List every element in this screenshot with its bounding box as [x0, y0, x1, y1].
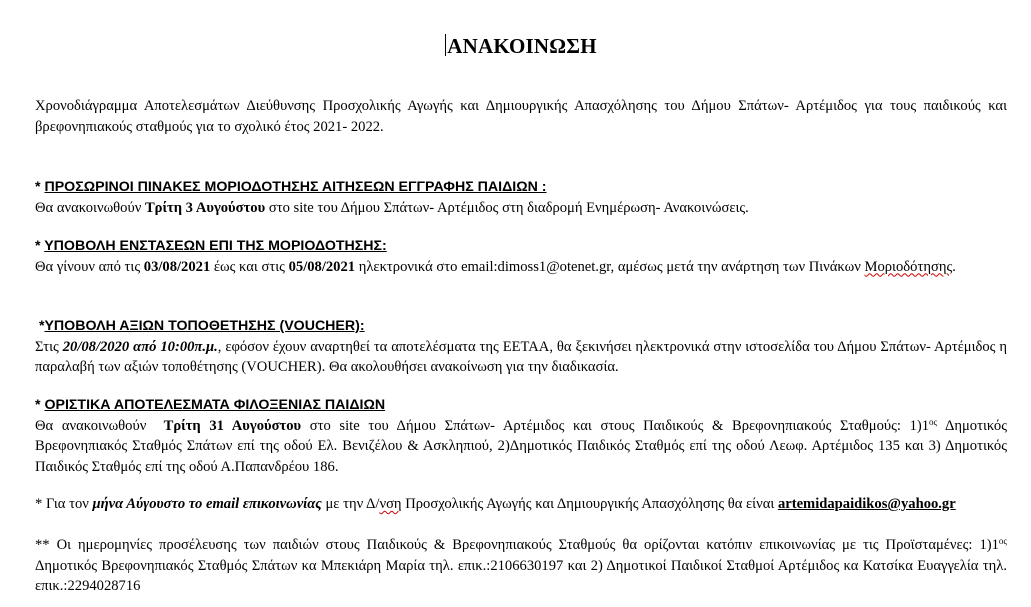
- page-title: [35, 32, 1007, 60]
- heading-text: ΥΠΟΒΟΛΗ ΕΝΣΤΑΣΕΩΝ ΕΠΙ ΤΗΣ ΜΟΡΙΟΔΟΤΗΣΗΣ:: [44, 238, 387, 254]
- section-heading: * ΠΡΟΣΩΡΙΝΟΙ ΠΙΝΑΚΕΣ ΜΟΡΙΟΔΟΤΗΣΗΣ ΑΙΤΗΣΕΩΝ ΕΓΓΡΑΦΗΣ ΠΑΙΔΙΩΝ :: [35, 179, 547, 195]
- heading-text: ΠΡΟΣΩΡΙΝΟΙ ΠΙΝΑΚΕΣ ΜΟΡΙΟΔΟΤΗΣΗΣ ΑΙΤΗΣΕΩΝ ΕΓΓΡΑΦΗΣ ΠΑΙΔΙΩΝ :: [44, 179, 547, 195]
- section-august-email: * Για τον μήνα Αύγουστο το email επικοινωνίας με την Δ/νση Προσχολικής Αγωγής και Δημιουργικής Απασχόλησης θα είναι artemidapaidikos@yahoo.gr: [35, 496, 956, 512]
- section-heading: * ΟΡΙΣΤΙΚΑ ΑΠΟΤΕΛΕΣΜΑΤΑ ΦΙΛΟΞΕΝΙΑΣ ΠΑΙΔΙΩΝ: [35, 397, 386, 413]
- section-provisional-tables: [35, 177, 1007, 218]
- intro-paragraph: [35, 96, 1007, 137]
- spellcheck-word: νση: [379, 496, 402, 512]
- section-voucher: [35, 316, 1007, 378]
- heading-text: ΟΡΙΣΤΙΚΑ ΑΠΟΤΕΛΕΣΜΑΤΑ ΦΙΛΟΞΕΝΙΑΣ ΠΑΙΔΙΩΝ: [44, 397, 386, 413]
- title-text: ΑΝΑΚΟΙΝΩΣΗ: [447, 34, 597, 58]
- intro-text: Χρονοδιάγραμμα Αποτελεσμάτων Διεύθυνσης Προσχολικής Αγωγής και Δημιουργικής Απασχόλησης του Δήμου Σπάτων- Αρτέμιδος για τους παιδικούς και βρεφονηπιακούς σταθμούς για το σχολικό έτος 2021- 2022.: [35, 98, 1007, 135]
- section-body: Θα ανακοινωθούν Τρίτη 3 Αυγούστου στο site του Δήμου Σπάτων- Αρτέμιδος στη διαδρομή Ενημέρωση- Ανακοινώσεις.: [35, 199, 749, 216]
- contact-email-link[interactable]: artemidapaidikos@yahoo.gr: [777, 496, 956, 512]
- section-body: Στις 20/08/2020 από 10:00π.μ., εφόσον έχουν αναρτηθεί τα αποτελέσματα της ΕΕΤΑΑ, θα ξεκινήσει ηλεκτρονικά στην ιστοσελίδα του Δήμου Σπάτων- Αρτέμιδος η παραλαβή των αξιών τοποθέτησης (VOUCHER). Θα ακολουθήσει ανακοίνωση για την διαδικασία.: [35, 338, 1007, 375]
- section-body: Θα γίνουν από τις 03/08/2021 έως και στις 05/08/2021 ηλεκτρονικά στο email:dimoss1@otenet.gr, αμέσως μετά την ανάρτηση των Πινάκων Μοριοδότησης.: [35, 258, 956, 275]
- spellcheck-word: Μοριοδότησης: [864, 258, 953, 275]
- heading-text: ΥΠΟΒΟΛΗ ΑΞΙΩΝ ΤΟΠΟΘΕΤΗΣΗΣ (VOUCHER):: [44, 318, 365, 334]
- section-heading: * ΥΠΟΒΟΛΗ ΕΝΣΤΑΣΕΩΝ ΕΠΙ ΤΗΣ ΜΟΡΙΟΔΟΤΗΣΗΣ:: [35, 238, 387, 254]
- section-objections: [35, 236, 1007, 277]
- section-final-results: [35, 395, 1007, 477]
- section-body: Θα ανακοινωθούν Τρίτη 31 Αυγούστου στο site του Δήμου Σπάτων- Αρτέμιδος και στους Παιδικούς & Βρεφονηπιακούς Σταθμούς: $1)1^{o\varsigma}$ Δημοτικός Βρεφονηπιακός Σταθμός Σπάτων επί της οδού Ελ. Βενιζέλου & Ασκληπιού, 2)Δημοτικός Παιδικός Σταθμός επί της οδού Λεωφ. Αρτέμιδος 135 και 3) Δημοτικός Παιδικός Σταθμός επί της οδού Α.Παπανδρέου 186.: [35, 416, 1008, 475]
- section-attendance-dates: ** Οι ημερομηνίες προσέλευσης των παιδιών στους Παιδικούς & Βρεφονηπιακούς Σταθμούς θα ορίζονται κατόπιν επικοινωνίας με τις Προϊσταμένες: $1)1^{o\varsigma}$ Δημοτικός Βρεφονηπιακός Σταθμός Σπάτων κα Μπεκιάρη Μαρία τηλ. επικ.:2106630197 και 2) Δημοτικοί Παιδικοί Σταθμοί Αρτέμιδος κα Κατσίκα Ευαγγελία τηλ. επικ.:2294028716: [35, 536, 1014, 594]
- section-heading: *ΥΠΟΒΟΛΗ ΑΞΙΩΝ ΤΟΠΟΘΕΤΗΣΗΣ (VOUCHER):: [35, 318, 365, 334]
